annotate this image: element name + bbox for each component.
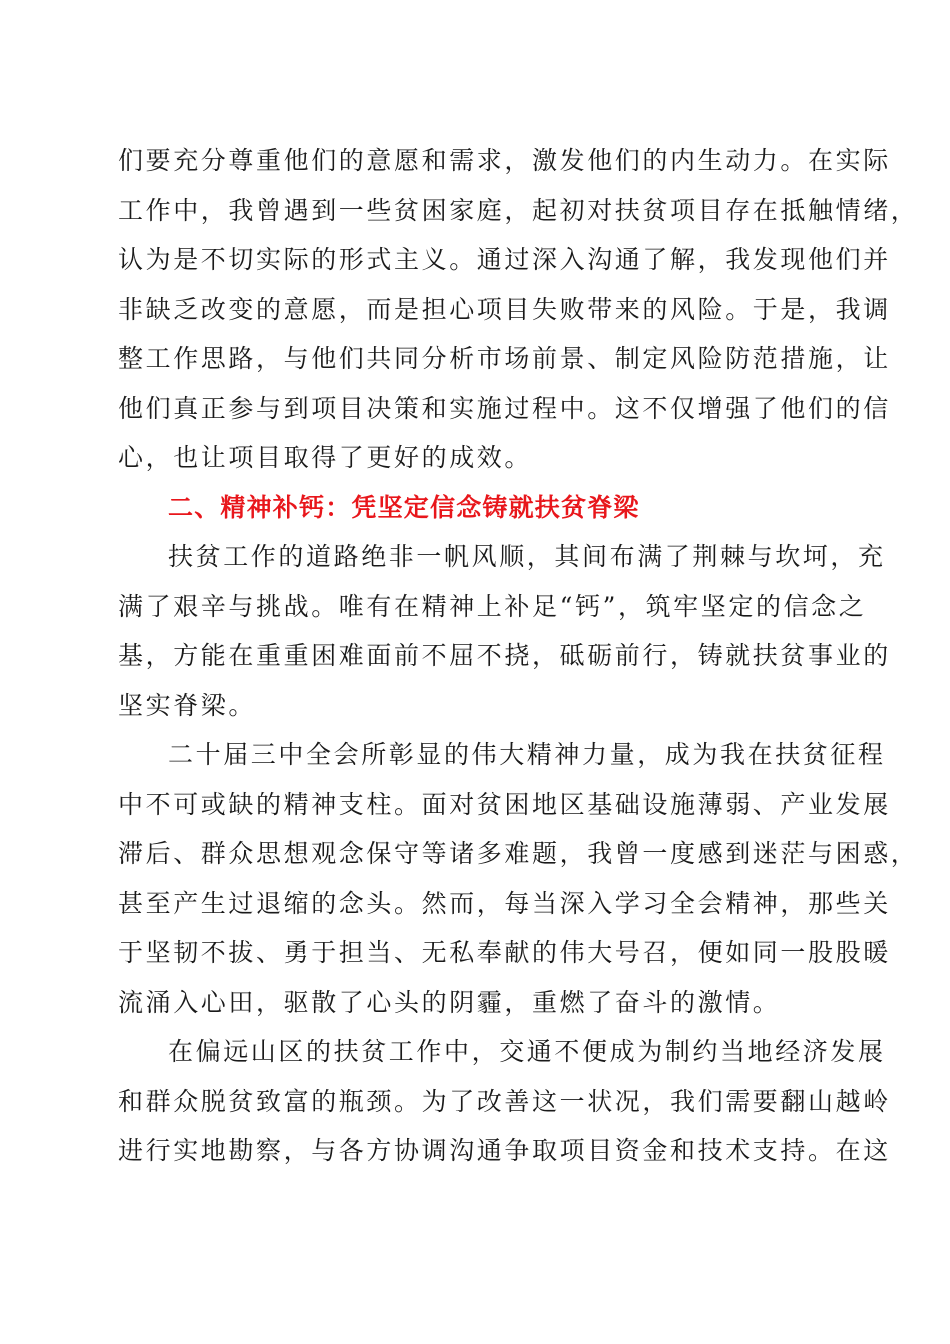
text-line: 进行实地勘察，与各方协调沟通争取项目资金和技术支持。在这: [118, 1136, 891, 1165]
section-heading: [118, 483, 818, 533]
text-line: 非缺乏改变的意愿，而是担心项目失败带来的风险。于是，我调: [118, 294, 891, 324]
text-line: 和群众脱贫致富的瓶颈。为了改善这一状况，我们需要翻山越岭: [118, 1086, 891, 1116]
text-line: 甚至产生过退缩的念头。然而，每当深入学习全会精神，那些关: [118, 888, 891, 918]
paragraph-mountain: [118, 1027, 891, 1176]
text-line: 工作中，我曾遇到一些贫困家庭，起初对扶贫项目存在抵触情绪，: [118, 195, 919, 225]
paragraph-intro: [118, 532, 891, 730]
text-line: 心，也让项目取得了更好的成效。: [118, 443, 533, 472]
text-line: 流涌入心田，驱散了心头的阴霾，重燃了奋斗的激情。: [118, 987, 781, 1017]
text-line: 满了艰辛与挑战。唯有在精神上补足“钙”，筑牢坚定的信念之: [118, 591, 867, 621]
text-line: 认为是不切实际的形式主义。通过深入沟通了解，我发现他们并: [118, 245, 891, 274]
paragraph-spirit: [118, 730, 919, 1027]
text-line: 滞后、群众思想观念保守等诸多难题，我曾一度感到迷茫与困惑，: [118, 839, 919, 868]
text-line: 整工作思路，与他们共同分析市场前景、制定风险防范措施，让: [118, 344, 891, 373]
text-line: 基，方能在重重困难面前不屈不挠，砥砺前行，铸就扶贫事业的: [118, 641, 891, 670]
paragraph-continuation: [118, 136, 919, 483]
text-line: 他们真正参与到项目决策和实施过程中。这不仅增强了他们的信: [118, 393, 891, 423]
text-line: 中不可或缺的精神支柱。面对贫困地区基础设施薄弱、产业发展: [118, 789, 891, 819]
text-line: 在偏远山区的扶贫工作中，交通不便成为制约当地经济发展: [168, 1037, 886, 1066]
document-page: [118, 136, 919, 1176]
text-line: 们要充分尊重他们的意愿和需求，激发他们的内生动力。在实际: [118, 146, 891, 175]
text-line: 二十届三中全会所彰显的伟大精神力量，成为我在扶贫征程: [168, 740, 886, 769]
text-line: 坚实脊梁。: [118, 690, 257, 720]
text-line: 扶贫工作的道路绝非一帆风顺，其间布满了荆棘与坎坷，充: [168, 542, 886, 571]
section-heading-text: 二、精神补钙：凭坚定信念铸就扶贫脊梁: [168, 492, 640, 522]
text-line: 于坚韧不拔、勇于担当、无私奉献的伟大号召，便如同一股股暖: [118, 938, 891, 967]
